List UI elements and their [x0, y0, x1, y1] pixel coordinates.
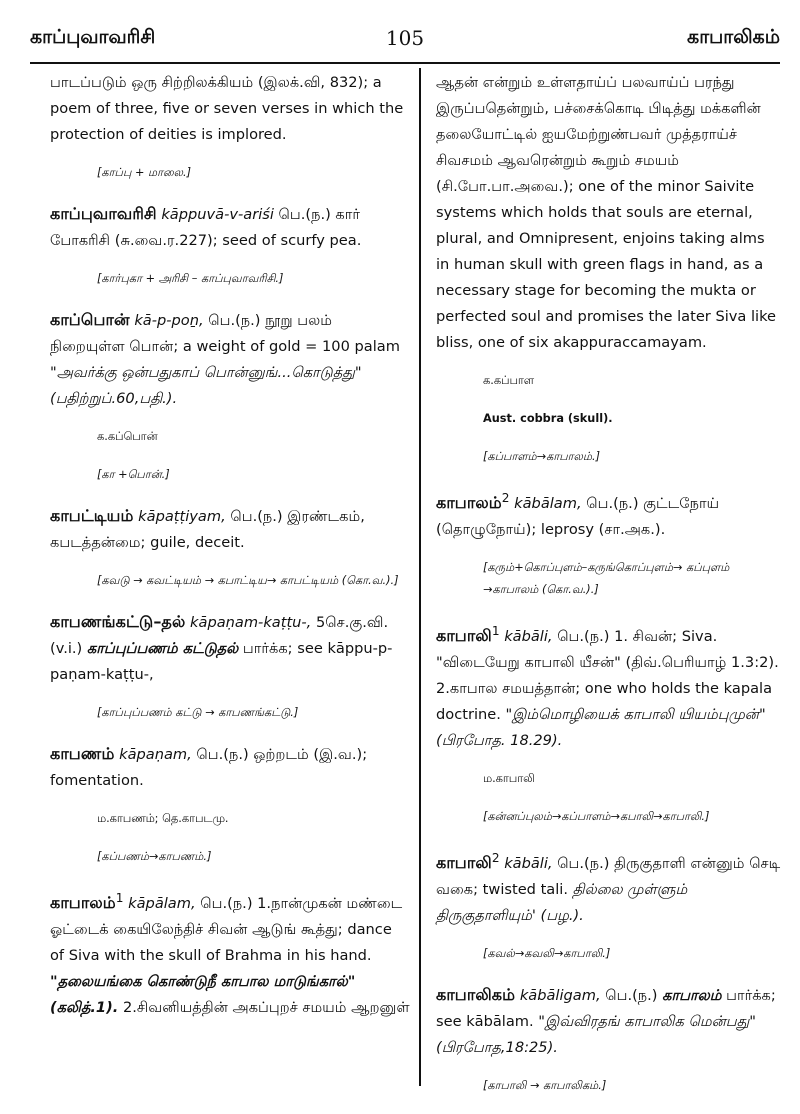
headword: காப்புவாவரிசி — [50, 204, 157, 223]
transliteration: kābāligam, — [519, 986, 601, 1004]
headword: காபாலிகம் — [436, 984, 516, 1004]
quotation: "அவர்க்கு ஒன்பதுகாப் பொன்னுங்...கொடுத்து" (பதிற்றுப்.60,பதி.). — [50, 364, 362, 407]
etymology: [காப்பு + மாலை.] — [97, 166, 192, 179]
etymology: [கா +பொன்.] — [97, 468, 170, 481]
left-column — [50, 70, 410, 1021]
etymology: [கவல்→கவலி→காபாலி.] — [483, 946, 611, 960]
etymology: [கரும்+கொப்புளம்–கருங்கொப்புளம்→ கப்புளம் →காபாலம் (கொ.வ.).] — [483, 560, 730, 596]
transliteration: kāppuvā-v-ariśi — [161, 206, 274, 223]
etymology: [காப்புப்பணம் கட்டு → காபணங்கட்டு.] — [97, 706, 299, 719]
headword: காபணங்கட்டு–தல் — [50, 612, 186, 631]
page-number: 105 — [385, 26, 425, 50]
header-rule — [30, 62, 780, 64]
entry-continuation: பாடப்படும் ஒரு சிற்றிலக்கியம் (இலக்.வி, 832); a poem of three, five or seven verses in which the protection of deities is implored. — [50, 74, 404, 143]
definition: பெ.(ந.) கார் போகரிசி (சு.வை.ர.227); seed of scurfy pea. — [50, 206, 362, 249]
headword: காபாலி — [436, 625, 492, 645]
definition: பெ.(ந.) இரண்டகம், கபடத்தன்மை; guile, deceit. — [50, 508, 365, 551]
entry-kabali-1 — [436, 618, 782, 754]
header-right-guideword: காபாலிகம் — [687, 26, 780, 48]
transliteration: kāpālam, — [128, 894, 196, 912]
definition: பெ.(ந.) ஒற்றடம் (இ.வ.); fomentation. — [50, 746, 368, 789]
entry-kabalam-2 — [436, 485, 782, 543]
headword: காப்பொன் — [50, 310, 130, 329]
definition: பார்க்க; see kābālam. — [436, 986, 776, 1030]
cognate: க.கப்பாள — [483, 374, 534, 387]
quotation: "இவ்விரதங் காபாலிக மென்பது" (பிரபோத,18:25). — [436, 1012, 757, 1056]
homograph-number: 2 — [491, 850, 500, 865]
definition: பெ.(ந.) நூறு பலம் நிறையுள்ள பொன்; a weight of gold = 100 palam — [50, 312, 400, 355]
cognate: ம.காபணம்; தெ.காபடமு. — [97, 812, 229, 825]
etymology: [காபாலி → காபாலிகம்.] — [483, 1078, 607, 1092]
entry-kappuvavarisi — [50, 201, 410, 254]
quotation: தில்லை முள்ளும் திருகுதாளியும்' (பழ.). — [436, 880, 688, 924]
transliteration: kāpaṇam-kaṭṭu-, — [190, 614, 312, 631]
entry-kapanangattu — [50, 609, 410, 688]
definition: பெ.(ந.) 1.நான்முகன் மண்டை ஓட்டைக் கையிலேந்திச் சிவன் ஆடுங் கூத்து; dance of Siva with the skull of Brahma in his hand. — [50, 894, 403, 964]
grammar: 5செ.கு.வி. (v.i.) — [50, 614, 389, 657]
definition: பார்க்க; see kāppu-p-paṇam-kaṭṭu-, — [50, 640, 393, 683]
headword: காபணம் — [50, 744, 115, 763]
headword: காபாலம் — [50, 892, 116, 912]
definition: 2.சிவனியத்தின் அகப்புறச் சமயம் ஆறனுள் — [122, 998, 410, 1016]
transliteration: kābāli, — [504, 627, 553, 645]
austric-cognate: Aust. cobbra (skull). — [483, 412, 613, 425]
transliteration: kā-p-poṉ, — [134, 312, 204, 329]
headword: காபாலி — [436, 852, 492, 872]
entry-kapalam-1 — [50, 885, 410, 1021]
quotation: "தலையங்கை கொண்டுநீ காபால மாடுங்கால்" (கலித்.1). — [50, 972, 356, 1016]
transliteration: kāpaṇam, — [119, 746, 192, 763]
cognate: க.கப்பொன் — [97, 430, 158, 443]
etymology: [கவடு → கவட்டியம் → கபாட்டிய→ காபட்டியம் (கொ.வ.).] — [97, 574, 399, 587]
homograph-number: 2 — [501, 491, 510, 505]
quotation: "இம்மொழியைக் காபாலி யியம்புமுன்" (பிரபோத. 18.29). — [436, 705, 766, 749]
entry-kapattiyam — [50, 503, 410, 556]
entry-continuation: ஆதன் என்றும் உள்ளதாய்ப் பலவாய்ப் பரந்து இருப்பதென்றும், பச்சைக்கொடி பிடித்து மக்களின் தலையோட்டில் ஐயமேற்றுண்பவர் முத்தராய்ச் சிவசமம் ஆவரென்றும் கூறும் சமயம் (சி.போ.பா.அவை.); one of the minor Saivite systems which holds that souls are eternal, plural, and Omnipresent, enjoins taking alms in human skull with green flags in hand, as a necessary stage for becoming the mukta or perfected soul and promises the later Siva like bliss, one of six akappuraccamayam. — [436, 74, 777, 351]
right-column — [436, 70, 782, 1114]
headword: காபாலம் — [436, 492, 502, 512]
page-header — [30, 18, 780, 58]
entry-kapanam — [50, 741, 410, 794]
entry-kabaligam — [436, 982, 782, 1061]
transliteration: kābālam, — [514, 494, 582, 512]
etymology: [கப்பாளம்→காபாலம்.] — [483, 450, 601, 463]
etymology: [கார்புகா + அரிசி – காப்புவாவரிசி.] — [97, 272, 284, 285]
homograph-number: 1 — [491, 623, 500, 638]
etymology: [கப்பணம்→காபணம்.] — [97, 850, 212, 863]
column-divider — [419, 68, 421, 1086]
cross-reference: காபாலம் — [662, 986, 722, 1004]
headword: காபட்டியம் — [50, 506, 134, 525]
grammar: பெ.(ந.) — [605, 986, 658, 1004]
transliteration: kāpaṭṭiyam, — [138, 508, 226, 525]
definition: பெ.(ந.) குட்டநோய் (தொழுநோய்); leprosy (சா.அக.). — [436, 494, 720, 538]
cognate: ம.காபாலி — [483, 771, 535, 785]
cross-reference: காப்புப்பணம் கட்டுதல் — [86, 640, 239, 657]
entry-kappon — [50, 307, 410, 412]
homograph-number: 1 — [115, 891, 124, 905]
definition: பெ.(ந.) 1. சிவன்; Siva. "விடையேறு காபாலி யீசன்" (திவ்.பெரியாழ் 1.3:2). 2.காபால சமயத்தான்; one who holds the kapala doctrine. — [436, 627, 779, 723]
header-left-guideword: காப்புவாவரிசி — [30, 26, 156, 48]
etymology: [கன்னப்புலம்→கப்பாளம்→கபாலி→காபாலி.] — [483, 809, 710, 823]
entry-kabali-2 — [436, 845, 782, 929]
definition: பெ.(ந.) திருகுதாளி என்னும் செடி வகை; twisted tali. — [436, 854, 781, 898]
transliteration: kābāli, — [504, 854, 553, 872]
